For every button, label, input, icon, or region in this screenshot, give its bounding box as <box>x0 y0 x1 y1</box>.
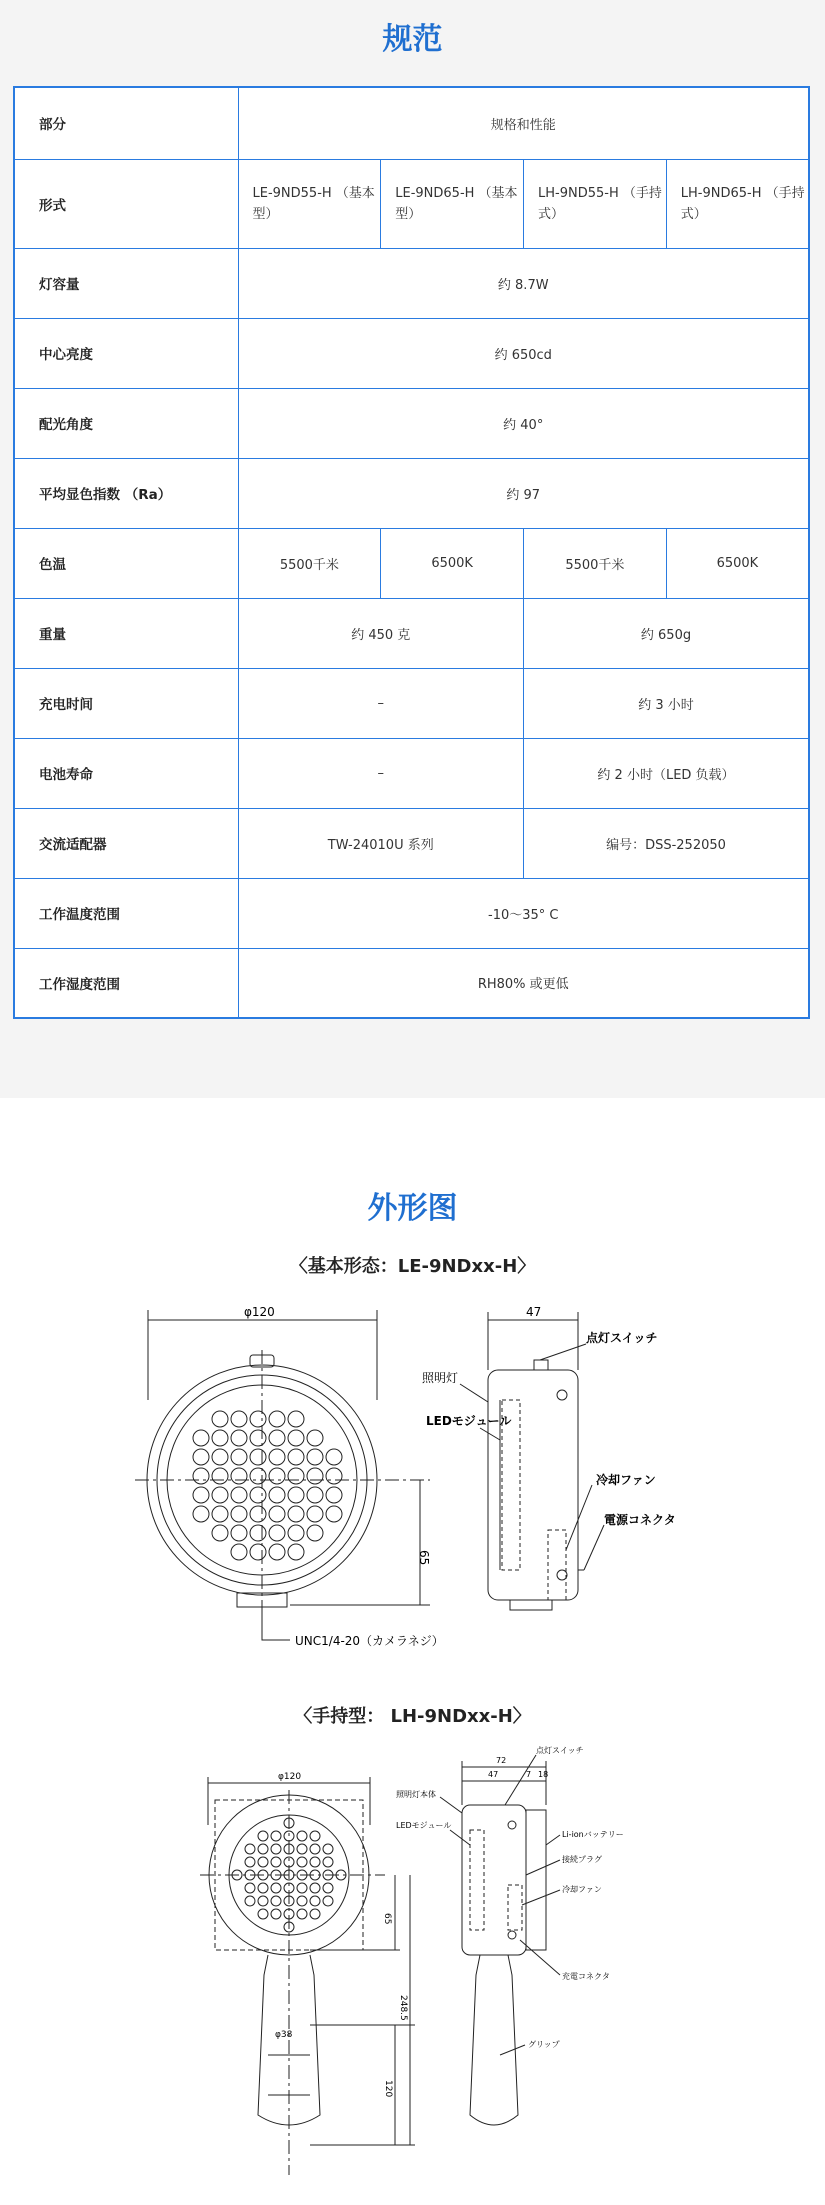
row-value: 约 650cd <box>238 318 809 388</box>
led-dot <box>250 1487 266 1503</box>
leader-line <box>540 1344 586 1360</box>
led-dot <box>269 1487 285 1503</box>
led-dot <box>323 1857 333 1867</box>
dim-depth: 47 <box>526 1305 542 1319</box>
led-dot <box>271 1909 281 1919</box>
row-label: 部分 <box>14 87 238 159</box>
led-dot <box>297 1883 307 1893</box>
led-dot <box>245 1896 255 1906</box>
led-dot <box>310 1831 320 1841</box>
row-value: – <box>238 668 524 738</box>
dim-2485: 248.5 <box>398 1995 408 2021</box>
row-value: -10～35° C <box>238 878 809 948</box>
row-value: 规格和性能 <box>238 87 809 159</box>
row-label: 色温 <box>14 528 238 598</box>
table-row <box>14 808 809 878</box>
led-dot <box>231 1487 247 1503</box>
led-dot <box>288 1411 304 1427</box>
led-dot <box>269 1468 285 1484</box>
row-value: RH80% 或更低 <box>238 948 809 1018</box>
model-cell: LE-9ND65-H （基本型） <box>381 159 524 248</box>
table-row <box>14 528 809 598</box>
led-dot <box>250 1525 266 1541</box>
led-dot <box>269 1525 285 1541</box>
leader-line <box>480 1428 500 1440</box>
screw-circle <box>557 1390 567 1400</box>
leader-line <box>505 1755 536 1805</box>
led-dot <box>258 1857 268 1867</box>
spec-table <box>13 86 810 1019</box>
row-label: 重量 <box>14 598 238 668</box>
led-dot <box>323 1896 333 1906</box>
dim-7: 7 <box>526 1770 532 1779</box>
led-dot <box>288 1468 304 1484</box>
label-plug: 接続プラグ <box>562 1855 602 1864</box>
led-dot <box>288 1487 304 1503</box>
row-value: 6500K <box>381 528 524 598</box>
led-dot <box>250 1544 266 1560</box>
table-row <box>14 159 809 248</box>
leader-line <box>460 1384 488 1402</box>
side-switch <box>534 1360 548 1370</box>
dim-diameter: φ120 <box>278 1772 302 1782</box>
row-value: 约 450 克 <box>238 598 524 668</box>
led-dot <box>326 1506 342 1522</box>
led-dot <box>288 1506 304 1522</box>
leader-line <box>584 1525 604 1570</box>
row-label: 形式 <box>14 159 238 248</box>
label-led: LEDモジュール <box>426 1414 512 1428</box>
led-dot <box>310 1844 320 1854</box>
basic-subtitle: 〈基本形态：LE-9NDxx-H〉 <box>289 1256 536 1277</box>
table-row <box>14 948 809 1018</box>
row-label: 充电时间 <box>14 668 238 738</box>
led-dot <box>326 1468 342 1484</box>
leader-line <box>522 1890 560 1905</box>
label-body: 照明灯本体 <box>396 1790 436 1799</box>
led-dot <box>297 1909 307 1919</box>
row-value: 编号：DSS-252050 <box>524 808 810 878</box>
label-fan: 冷却ファン <box>562 1885 602 1894</box>
row-label: 工作湿度范围 <box>14 948 238 1018</box>
handheld-side-view <box>440 1755 560 2125</box>
dim-120: 120 <box>383 2080 393 2098</box>
leader-line <box>440 1797 462 1813</box>
led-dot <box>269 1430 285 1446</box>
row-label: 工作温度范围 <box>14 878 238 948</box>
led-dot <box>258 1831 268 1841</box>
led-dot <box>323 1844 333 1854</box>
led-dot <box>258 1844 268 1854</box>
led-dot <box>212 1468 228 1484</box>
led-dot <box>231 1430 247 1446</box>
side-mount <box>510 1600 552 1610</box>
led-dot <box>250 1468 266 1484</box>
leader-line <box>520 1940 560 1975</box>
led-dot <box>245 1883 255 1893</box>
handheld-drawing <box>0 1735 825 2200</box>
led-dot <box>271 1896 281 1906</box>
led-dot <box>212 1411 228 1427</box>
handheld-subtitle: 〈手持型： LH-9NDxx-H〉 <box>294 1706 531 1727</box>
label-switch: 点灯スイッチ <box>536 1746 584 1755</box>
led-dot <box>297 1844 307 1854</box>
led-dot <box>271 1857 281 1867</box>
row-value: 约 40° <box>238 388 809 458</box>
led-dot <box>271 1831 281 1841</box>
model-cell: LE-9ND55-H （基本型） <box>238 159 381 248</box>
led-dot <box>250 1430 266 1446</box>
label-led: LEDモジュール <box>396 1821 452 1830</box>
screw-circle <box>508 1821 516 1829</box>
led-dot <box>258 1909 268 1919</box>
battery-pack <box>526 1810 546 1950</box>
led-dot <box>297 1857 307 1867</box>
led-dot <box>212 1525 228 1541</box>
led-dot <box>245 1857 255 1867</box>
led-dot <box>258 1896 268 1906</box>
led-dot <box>326 1487 342 1503</box>
grip-side <box>470 1955 518 2125</box>
table-row <box>14 87 809 159</box>
label-grip: グリップ <box>528 2040 560 2049</box>
led-dot <box>258 1883 268 1893</box>
row-label: 交流适配器 <box>14 808 238 878</box>
led-dot <box>245 1844 255 1854</box>
table-row <box>14 878 809 948</box>
row-value: 约 8.7W <box>238 248 809 318</box>
led-dot <box>310 1896 320 1906</box>
led-dot <box>307 1506 323 1522</box>
table-row <box>14 458 809 528</box>
row-label: 配光角度 <box>14 388 238 458</box>
label-screw: UNC1/4-20（カメラネジ） <box>295 1634 444 1648</box>
label-connector: 電源コネクタ <box>604 1513 676 1527</box>
led-dot <box>250 1449 266 1465</box>
dim-diameter: φ120 <box>244 1305 275 1319</box>
row-value: 5500千米 <box>524 528 667 598</box>
led-dot <box>193 1487 209 1503</box>
led-dot <box>310 1857 320 1867</box>
led-dot <box>250 1411 266 1427</box>
fan-outline <box>508 1885 522 1930</box>
dim-18: 18 <box>538 1770 549 1779</box>
leader-line <box>526 1860 560 1875</box>
drawing-title: 外形图 <box>367 1191 458 1226</box>
led-dot <box>307 1525 323 1541</box>
model-cell: LH-9ND65-H （手持式） <box>666 159 809 248</box>
led-array <box>193 1411 342 1560</box>
leader-line <box>566 1485 592 1550</box>
table-row <box>14 598 809 668</box>
led-dot <box>231 1449 247 1465</box>
table-row <box>14 248 809 318</box>
row-label: 中心亮度 <box>14 318 238 388</box>
led-dot <box>288 1525 304 1541</box>
row-value: 6500K <box>666 528 809 598</box>
dim-65: 65 <box>382 1913 392 1925</box>
led-dot <box>288 1449 304 1465</box>
led-dot <box>193 1506 209 1522</box>
led-dot <box>269 1411 285 1427</box>
led-dot <box>193 1468 209 1484</box>
led-dot <box>271 1883 281 1893</box>
led-dot <box>269 1449 285 1465</box>
led-dot <box>212 1487 228 1503</box>
led-dot <box>307 1468 323 1484</box>
table-row <box>14 388 809 458</box>
led-dot <box>231 1468 247 1484</box>
led-dot <box>250 1506 266 1522</box>
leader-line <box>500 2045 525 2055</box>
basic-drawing <box>0 1280 825 1680</box>
label-lamp: 照明灯 <box>422 1371 459 1385</box>
led-dot <box>307 1449 323 1465</box>
row-value: TW-24010U 系列 <box>238 808 524 878</box>
led-module <box>470 1830 484 1930</box>
led-dot <box>231 1506 247 1522</box>
led-dot <box>307 1487 323 1503</box>
led-dot <box>297 1896 307 1906</box>
table-row <box>14 738 809 808</box>
leader-line <box>262 1610 290 1640</box>
table-row <box>14 668 809 738</box>
row-value: 约 2 小时（LED 负载） <box>524 738 810 808</box>
side-housing <box>462 1805 526 1955</box>
row-value: 约 650g <box>524 598 810 668</box>
led-dot <box>212 1449 228 1465</box>
led-dot <box>231 1544 247 1560</box>
led-dot <box>231 1525 247 1541</box>
label-fan: 冷却ファン <box>596 1473 656 1487</box>
led-dot <box>271 1844 281 1854</box>
model-cell: LH-9ND55-H （手持式） <box>524 159 667 248</box>
led-dot <box>310 1883 320 1893</box>
label-switch: 点灯スイッチ <box>586 1331 658 1345</box>
led-dot <box>269 1506 285 1522</box>
led-dot <box>212 1430 228 1446</box>
row-label: 灯容量 <box>14 248 238 318</box>
spec-title: 规范 <box>382 22 443 57</box>
dim-72: 72 <box>496 1756 507 1765</box>
led-dot <box>288 1544 304 1560</box>
row-label: 电池寿命 <box>14 738 238 808</box>
row-value: 约 97 <box>238 458 809 528</box>
led-dot <box>193 1430 209 1446</box>
table-row <box>14 318 809 388</box>
side-view <box>460 1312 604 1610</box>
dim-height: 65 <box>417 1550 431 1566</box>
led-dot <box>231 1411 247 1427</box>
label-battery: Li-ionバッテリー <box>562 1830 624 1839</box>
led-dot <box>193 1449 209 1465</box>
led-dot <box>307 1430 323 1446</box>
led-dot <box>212 1506 228 1522</box>
label-connector: 充電コネクタ <box>562 1972 610 1981</box>
row-value: – <box>238 738 524 808</box>
led-dot <box>269 1544 285 1560</box>
led-dot <box>323 1883 333 1893</box>
row-value: 约 3 小时 <box>524 668 810 738</box>
row-value: 5500千米 <box>238 528 381 598</box>
leader-line <box>450 1830 470 1845</box>
led-dot <box>326 1449 342 1465</box>
dim-grip: φ38 <box>275 2030 293 2040</box>
fan-outline <box>548 1530 566 1600</box>
dim-47: 47 <box>488 1770 499 1779</box>
screw-circle <box>508 1931 516 1939</box>
leader-line <box>546 1835 560 1845</box>
row-label: 平均显色指数 （Ra） <box>14 458 238 528</box>
led-dot <box>297 1831 307 1841</box>
led-dot <box>310 1909 320 1919</box>
led-dot <box>288 1430 304 1446</box>
